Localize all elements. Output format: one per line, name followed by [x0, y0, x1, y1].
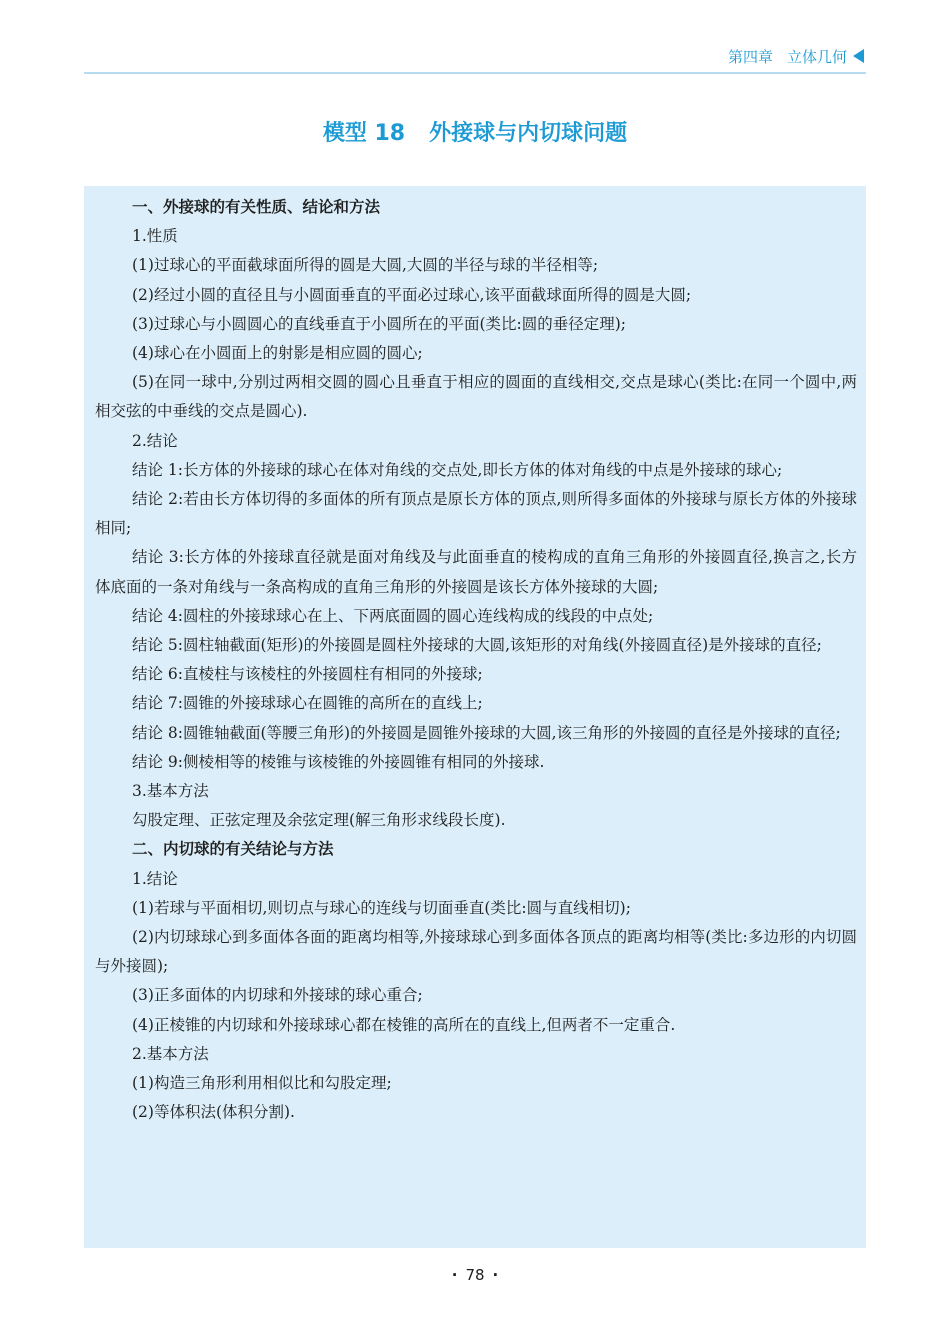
subsection-heading: 1.结论 [132, 869, 178, 888]
method-item: 勾股定理、正弦定理及余弦定理(解三角形求线段长度). [132, 811, 506, 830]
method-item: (2)等体积法(体积分割). [132, 1103, 295, 1122]
method-item: (1)构造三角形利用相似比和勾股定理; [132, 1074, 392, 1093]
conclusion-item: (1)若球与平面相切,则切点与球心的连线与切面垂直(类比:圆与直线相切); [132, 898, 631, 917]
chapter-title: 立体几何 [786, 48, 847, 66]
bullet-dot: · [492, 1266, 499, 1284]
running-header [84, 44, 866, 74]
page-title [0, 116, 950, 147]
section-heading: 二、内切球的有关结论与方法 [132, 840, 334, 859]
subsection-heading: 2.基本方法 [132, 1044, 209, 1063]
conclusion-item: 结论 2:若由长方体切得的多面体的所有顶点是原长方体的顶点,则所得多面体的外接球与原长方体的外接球相同; [95, 490, 857, 538]
property-item: (3)过球心与小圆圆心的直线垂直于小圆所在的平面(类比:圆的垂径定理); [132, 314, 626, 333]
chapter-number: 第四章 [727, 48, 773, 66]
triangle-marker-icon [853, 49, 864, 63]
subsection-heading: 3.基本方法 [132, 782, 209, 801]
chapter-label [728, 46, 864, 67]
conclusion-item: 结论 1:长方体的外接球的球心在体对角线的交点处,即长方体的体对角线的中点是外接球的球心; [132, 460, 783, 479]
page-footer [0, 1266, 950, 1284]
property-item: (5)在同一球中,分别过两相交圆的圆心且垂直于相应的圆面的直线相交,交点是球心(类比:在同一个圆中,两相交弦的中垂线的交点是圆心). [95, 373, 857, 421]
conclusion-item: (2)内切球球心到多面体各面的距离均相等,外接球球心到多面体各顶点的距离均相等(类比:多边形的内切圆与外接圆); [95, 928, 857, 976]
conclusion-item: 结论 3:长方体的外接球直径就是面对角线及与此面垂直的棱构成的直角三角形的外接圆直径,换言之,长方体底面的一条对角线与一条高构成的直角三角形的外接圆是该长方体外接球的大圆; [95, 548, 857, 596]
property-item: (2)经过小圆的直径且与小圆面垂直的平面必过球心,该平面截球面所得的圆是大圆; [132, 285, 692, 304]
conclusion-item: 结论 8:圆锥轴截面(等腰三角形)的外接圆是圆锥外接球的大圆,该三角形的外接圆的直径是外接球的直径; [132, 723, 841, 742]
conclusion-item: 结论 7:圆锥的外接球球心在圆锥的高所在的直线上; [132, 694, 483, 713]
model-number: 模型 18 [322, 121, 406, 146]
property-item: (4)球心在小圆面上的射影是相应圆的圆心; [132, 344, 423, 363]
page-number: 78 [465, 1266, 485, 1284]
content-body [95, 193, 857, 1128]
subsection-heading: 1.性质 [132, 227, 178, 246]
conclusion-item: 结论 4:圆柱的外接球球心在上、下两底面圆的圆心连线构成的线段的中点处; [132, 606, 654, 625]
section-heading: 一、外接球的有关性质、结论和方法 [132, 198, 381, 216]
conclusion-item: (4)正棱锥的内切球和外接球球心都在棱锥的高所在的直线上,但两者不一定重合. [132, 1015, 676, 1034]
conclusion-item: (3)正多面体的内切球和外接球的球心重合; [132, 986, 423, 1005]
model-name: 外接球与内切球问题 [429, 121, 628, 146]
conclusion-item: 结论 6:直棱柱与该棱柱的外接圆柱有相同的外接球; [132, 665, 483, 684]
property-item: (1)过球心的平面截球面所得的圆是大圆,大圆的半径与球的半径相等; [132, 256, 599, 275]
bullet-dot: · [451, 1266, 458, 1284]
subsection-heading: 2.结论 [132, 431, 178, 450]
conclusion-item: 结论 9:侧棱相等的棱锥与该棱锥的外接圆锥有相同的外接球. [132, 752, 545, 771]
conclusion-item: 结论 5:圆柱轴截面(矩形)的外接圆是圆柱外接球的大圆,该矩形的对角线(外接圆直径)是外接球的直径; [132, 636, 822, 655]
